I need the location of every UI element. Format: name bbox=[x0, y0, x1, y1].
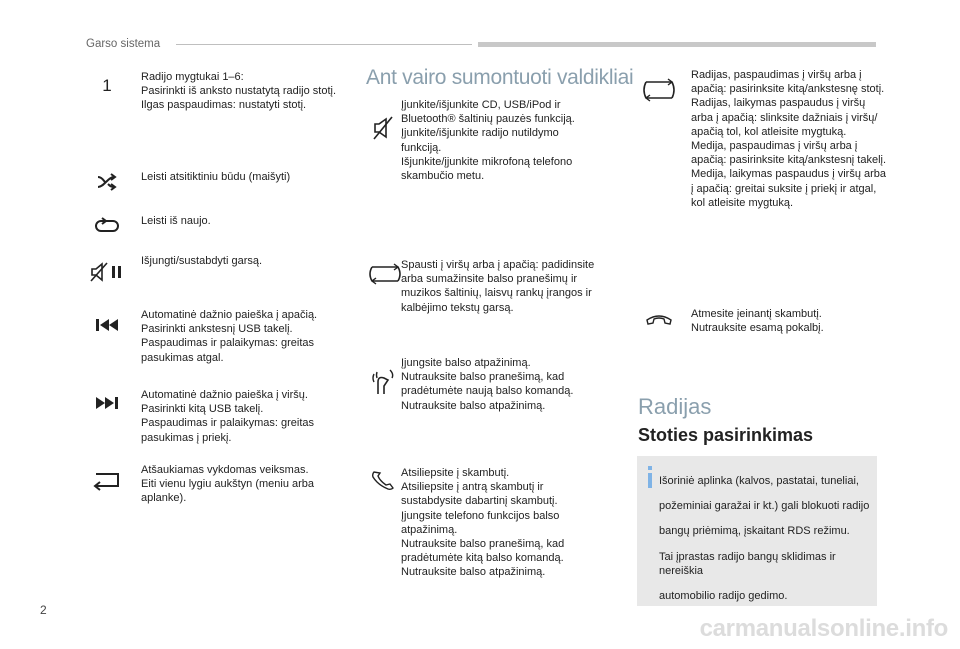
right-item-2-text: Atmesite įeinantį skambutį. Nutrauksite esamą pokalbį. bbox=[691, 308, 824, 335]
mute-pause-icon bbox=[84, 258, 130, 286]
middle-item-4-text: Atsiliepsite į skambutį. Atsiliepsite į antrą skambutį ir sustabdysite dabartinį skambutį. Įjungsite telefono funkcijos balso atpažinimą. Nutrauksite balso pranešimą, kad pradėtumėte kitą balso komandą. Nutrauksite balso atpažinimą. bbox=[401, 467, 565, 579]
watermark: carmanualsonline.info bbox=[699, 615, 948, 642]
header-rule-right bbox=[478, 42, 876, 47]
left-item-6-text: Automatinė dažnio paieška į viršų. Pasirinkti kitą USB takelį. Paspaudimas ir palaikymas: greitas pasukimas į priekį. bbox=[141, 389, 315, 444]
voice-command-icon bbox=[360, 368, 406, 396]
next-track-icon bbox=[84, 389, 130, 417]
radio-section-heading: Radijas bbox=[638, 394, 712, 419]
back-arrow-icon bbox=[84, 466, 130, 494]
left-item-1-text: Radijo mygtukai 1–6: Pasirinkti iš anksto nustatytą radijo stotį. Ilgas paspaudimas: nustatyti stotį. bbox=[141, 71, 337, 112]
section-label: Garso sistema bbox=[86, 38, 161, 50]
info-icon bbox=[647, 466, 651, 486]
left-item-5-text: Automatinė dažnio paieška į apačią. Pasirinkti ankstesnį USB takelį. Paspaudimas ir palaikymas: greitas pasukimas atgal. bbox=[141, 309, 318, 364]
previous-track-icon bbox=[84, 311, 130, 339]
mute-icon bbox=[360, 114, 406, 142]
station-selection-heading: Stoties pasirinkimas bbox=[638, 425, 814, 445]
left-item-3-text: Leisti iš naujo. bbox=[141, 215, 211, 227]
steering-controls-heading: Ant vairo sumontuoti valdikliai bbox=[366, 66, 634, 89]
left-item-7-text: Atšaukiamas vykdomas veiksmas. Eiti vienu lygiu aukštyn (meniu arba aplanke). bbox=[141, 464, 315, 505]
info-text: Išoriniė aplinka (kalvos, pastatai, tuneliai, požeminiai garažai ir kt.) gali blokuoti radijo bangų priėmimą, įskaitant RDS režimu. Tai įprastas radijo bangų sklidimas ir nereiškia automobilio radijo gedimo. bbox=[659, 475, 870, 603]
info-box bbox=[637, 456, 877, 606]
phone-answer-icon bbox=[360, 466, 406, 494]
right-item-1-text: Radijas, paspaudimas į viršų arba į apačią: pasirinksite kitą/ankstesnę stotį. Radijas, laikymas paspaudus į viršų arba į apačią: slinksite dažniais į viršų/ apačią tol, kol atleisite mygtuką. Medija, paspaudimas į viršų arba į apačią: pasirinksite kitą/ankstesnį takelį. Medija, laikymas paspaudus į viršų arba į apačią: greitai suksite į priekį ir atgal, kol atleisite mygtuką. bbox=[691, 69, 887, 209]
repeat-icon bbox=[84, 212, 130, 240]
middle-item-2-text: Spausti į viršų arba į apačią: padidinsite arba sumažinsite balso pranešimų ir muzikos šaltinių, laisvų rankų įrangos ir kalbėjimo tekstų garsą. bbox=[401, 259, 595, 314]
middle-item-3-text: Įjungsite balso atpažinimą. Nutrauksite balso pranešimą, kad pradėtumėte naują balso komandą. Nutrauksite balso atpažinimą. bbox=[401, 357, 574, 412]
phone-hangup-icon bbox=[636, 307, 682, 335]
scroll-wheel-icon bbox=[636, 76, 682, 104]
header-rule-left bbox=[176, 44, 472, 45]
left-item-2-text: Leisti atsitiktiniu būdu (maišyti) bbox=[141, 171, 291, 183]
page-number: 2 bbox=[40, 603, 47, 617]
shuffle-icon bbox=[84, 168, 130, 196]
left-item-4-text: Išjungti/sustabdyti garsą. bbox=[141, 255, 263, 267]
middle-item-1-text: Įjunkite/išjunkite CD, USB/iPod ir Bluetooth® šaltinių pauzės funkciją. Įjunkite/išjunkite radijo nutildymo funkciją. Išjunkite/įjunkite mikrofoną telefono skambučio metu. bbox=[401, 99, 575, 183]
digit-1-icon: 1 bbox=[102, 76, 112, 95]
